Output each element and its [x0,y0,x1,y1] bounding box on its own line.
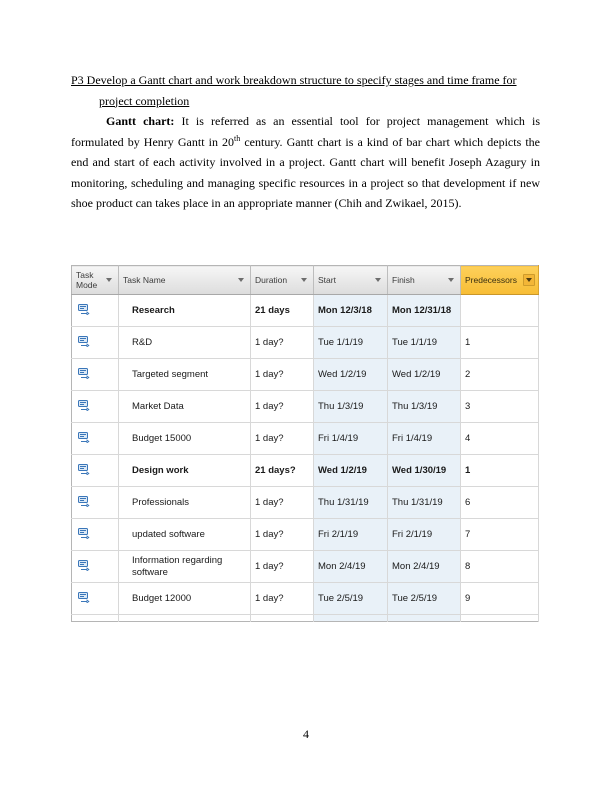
duration-cell: 1 day? [251,519,314,551]
task-name-cell: updated software [119,519,251,551]
table-row [72,359,539,391]
start-cell: Tue 1/1/19 [314,327,388,359]
predecessors-cell: 3 [461,391,539,423]
predecessors-cell: 7 [461,519,539,551]
start-cell: Mon 12/3/18 [314,295,388,327]
task-name-cell: Information regarding software [119,551,251,583]
start-cell: Tue 2/5/19 [314,583,388,615]
finish-cell: Tue 1/1/19 [388,327,461,359]
task-mode-icon [78,368,91,379]
predecessors-cell [461,295,539,327]
filter-dropdown-icon [523,274,535,286]
duration-cell: 1 day? [251,327,314,359]
table-row [72,487,539,519]
task-mode-icon [78,304,91,315]
duration-cell: 1 day? [251,423,314,455]
paragraph-text-2: century. Gantt chart is a kind of bar chart which depicts the end and start of each activity involved in a project. Gantt chart will benefit Joseph Azagury in monitoring, scheduling and managing specific resources in a project so that development if new shoe product can takes place in an appropriate manner (Chih and Zwikael, 2015). [71,134,540,211]
predecessors-cell: 9 [461,583,539,615]
gantt-task-table [71,265,538,622]
task-name-cell: Targeted segment [119,359,251,391]
filter-dropdown-icon [445,274,457,286]
task-mode-icon [78,432,91,443]
filter-dropdown-icon [372,274,384,286]
task-mode-icon [78,592,91,603]
task-name-cell: Budget 12000 [119,583,251,615]
duration-cell: 1 day? [251,391,314,423]
finish-cell: Wed 1/2/19 [388,359,461,391]
task-mode-cell [72,295,119,327]
task-name-cell: Professionals [119,487,251,519]
header-label-finish: Finish [392,275,415,285]
task-mode-icon [78,400,91,411]
header-task-name [119,266,251,295]
predecessors-cell: 1 [461,327,539,359]
start-cell: Mon 2/4/19 [314,551,388,583]
paragraph-superscript: th [234,133,241,143]
task-mode-cell [72,455,119,487]
task-table-header [72,266,539,295]
paragraph-lead: Gantt chart: [106,114,175,128]
task-mode-cell [72,359,119,391]
task-table-body [72,295,539,622]
duration-cell: 21 days? [251,455,314,487]
header-label-predecessors: Predecessors [465,275,517,285]
paragraph-text-1: It is referred as an essential tool for project management which is formulated by Henry Gantt in 20 [71,114,540,149]
finish-cell: Thu 1/31/19 [388,487,461,519]
finish-cell: Thu 1/3/19 [388,391,461,423]
task-table [71,265,539,622]
duration-cell: 1 day? [251,359,314,391]
header-label-task-name: Task Name [123,275,166,285]
header-label-task-mode: Task Mode [76,270,98,290]
table-row [72,295,539,327]
header-label-start: Start [318,275,336,285]
task-mode-cell [72,391,119,423]
task-mode-cell [72,519,119,551]
task-mode-cell [72,327,119,359]
table-row [72,391,539,423]
task-mode-cell [72,487,119,519]
start-cell: Fri 2/1/19 [314,519,388,551]
filter-dropdown-icon [103,274,115,286]
table-row [72,551,539,583]
duration-cell: 1 day? [251,487,314,519]
header-predecessors [461,266,539,295]
header-duration [251,266,314,295]
table-row [72,327,539,359]
finish-cell: Wed 1/30/19 [388,455,461,487]
start-cell: Thu 1/3/19 [314,391,388,423]
task-mode-cell [72,423,119,455]
task-name-cell: Research [119,295,251,327]
filter-dropdown-icon [298,274,310,286]
heading-line-1: P3 Develop a Gantt chart and work breakdown structure to specify stages and time frame for [71,73,517,87]
header-task-mode [72,266,119,295]
duration-cell: 1 day? [251,583,314,615]
task-mode-icon [78,336,91,347]
start-cell: Wed 1/2/19 [314,359,388,391]
predecessors-cell: 4 [461,423,539,455]
header-label-duration: Duration [255,275,288,285]
duration-cell: 1 day? [251,551,314,583]
task-mode-icon [78,528,91,539]
task-name-cell: Design work [119,455,251,487]
task-name-cell: R&D [119,327,251,359]
table-row [72,455,539,487]
task-mode-cell [72,583,119,615]
finish-cell: Tue 2/5/19 [388,583,461,615]
header-finish [388,266,461,295]
start-cell: Fri 1/4/19 [314,423,388,455]
predecessors-cell: 6 [461,487,539,519]
finish-cell: Fri 2/1/19 [388,519,461,551]
paragraph [71,111,540,214]
section-heading [71,70,543,111]
start-cell: Thu 1/31/19 [314,487,388,519]
task-mode-cell [72,551,119,583]
finish-cell: Fri 1/4/19 [388,423,461,455]
predecessors-cell: 1 [461,455,539,487]
task-mode-icon [78,496,91,507]
duration-cell: 21 days [251,295,314,327]
predecessors-cell: 8 [461,551,539,583]
task-mode-icon [78,560,91,571]
table-row [72,583,539,615]
predecessors-cell: 2 [461,359,539,391]
task-mode-icon [78,464,91,475]
header-start [314,266,388,295]
page-number: 4 [303,727,309,741]
finish-cell: Mon 12/31/18 [388,295,461,327]
heading-line-2: project completion [99,93,190,108]
table-row [72,423,539,455]
table-row [72,519,539,551]
task-name-cell: Market Data [119,391,251,423]
partial-empty-row [72,615,539,622]
filter-dropdown-icon [235,274,247,286]
task-name-cell: Budget 15000 [119,423,251,455]
start-cell: Wed 1/2/19 [314,455,388,487]
finish-cell: Mon 2/4/19 [388,551,461,583]
